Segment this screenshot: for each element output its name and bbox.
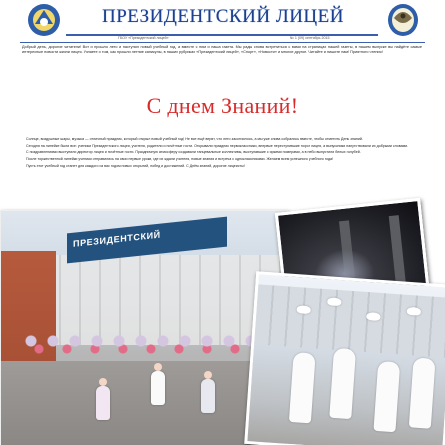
eagle-emblem-icon [386, 2, 420, 38]
photo-school-ceremony [0, 210, 288, 445]
article-body [18, 137, 428, 170]
article-paragraph: Сегодня на линейке были все: ученики Президентского лицея, учителя, родители и почётные гости. Открывали праздник первоклассники, впервые переступившие порог лицея, а выпускники напутствовали их добрыми словами. [26, 143, 409, 148]
article-paragraph: После торжественной линейки ученики отправились на свои первые уроки, где их ждали учителя, новые знания и встреча с одноклассниками. Желаем всем успешного учебного года! [26, 157, 334, 162]
photo-dancer [151, 371, 165, 405]
article-paragraph: Пусть этот учебный год станет для каждого из вас годом новых открытий, побед и достижений. С Днём знаний, дорогие лицеисты! [26, 163, 245, 168]
photo-dove [327, 297, 342, 306]
photo-doves-release [244, 271, 445, 445]
photo-performer [329, 348, 356, 419]
masthead-publisher: ГБОУ «Президентский лицей» [118, 36, 169, 40]
photo-dove [366, 312, 381, 321]
article-paragraph: Солнце, воздушные шары, музыка — отличный праздник, который открыл новый учебный год! Не все ещё верят, что лето закончилось, а мы уже снова собрались вместе, чтобы отметить День знаний. [26, 137, 363, 141]
masthead-title: ПРЕЗИДЕНТСКИЙ ЛИЦЕЙ [102, 6, 344, 27]
headline: С днем Знаний! [146, 93, 299, 118]
photo-dancer-head [99, 378, 107, 386]
intro-text: Добрый день, дорогие читатели! Вот и прошло лето и наступил новый учебный год, а вместе с ним и наша газета. Мы рады снова встретиться с вами на страницах нашей газеты, в нашем выпуске вы найдёте самые интересные новости жизни лицея. Узнаете о том, как прошли летние каникулы, в наших рубриках «Президентский лицей», «Спорт», «Новости» и многое другое. Читайте и пишите нам! Приятного чтения! [22, 45, 422, 55]
lyceum-crest-icon [26, 2, 62, 38]
masthead-rule [66, 34, 378, 36]
article-paragraph: С поздравлениями выступили директор лицея и почётные гости. Праздничную атмосферу создавали танцевальные коллективы, выступавшие с яркими номерами, а в небо выпустили белых голубей. [26, 150, 361, 155]
photo-performer [373, 361, 400, 432]
photo-dove [296, 305, 311, 314]
photo-dove [407, 307, 422, 316]
masthead-divider [20, 42, 425, 43]
photo-crowd [21, 331, 283, 365]
photo-performer [289, 352, 316, 423]
photo-performer [409, 357, 436, 428]
photo-dancer-head [204, 371, 212, 379]
photo-building [254, 284, 445, 357]
photo-dancer [201, 379, 215, 413]
photo-dancer-head [154, 363, 162, 371]
photo-dancer [96, 386, 110, 420]
photo-sign-text: ПРЕЗИДЕНТСКИЙ [73, 229, 161, 249]
masthead-issue: № 1 (09) сентябрь 2015 [290, 36, 330, 40]
